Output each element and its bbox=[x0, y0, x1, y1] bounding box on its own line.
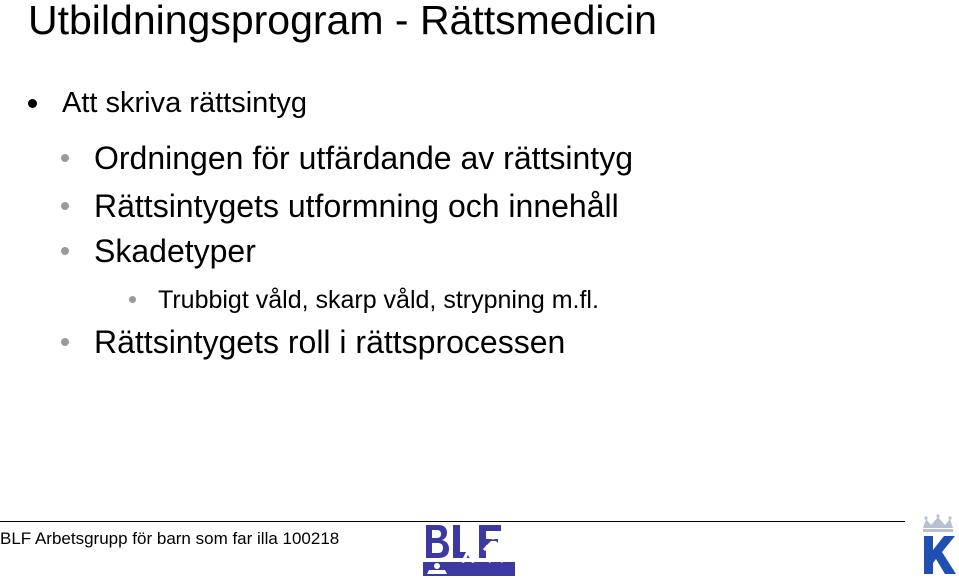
slide-title: Utbildningsprogram - Rättsmedicin bbox=[28, 0, 657, 43]
ki-logo bbox=[918, 514, 958, 576]
bullet-text: Ordningen för utfärdande av rättsintyg bbox=[94, 140, 633, 176]
sub-bullet-item bbox=[94, 232, 256, 270]
bullet-text: Rättsintygets roll i rättsprocessen bbox=[94, 324, 566, 360]
bullet-item bbox=[62, 86, 307, 120]
bullet-text: Trubbigt våld, skarp våld, strypning m.fl. bbox=[158, 286, 599, 314]
footer-text: BLF Arbetsgrupp för barn som far illa 100218 bbox=[0, 529, 340, 548]
bullet-text: Att skriva rättsintyg bbox=[62, 87, 307, 119]
bullet-text: Skadetyper bbox=[94, 233, 256, 269]
bullet-dot-icon bbox=[61, 247, 69, 255]
bullet-dot-icon bbox=[61, 202, 69, 210]
sub-bullet-item bbox=[94, 323, 565, 361]
sub-bullet-item bbox=[94, 187, 619, 225]
blf-logo bbox=[423, 522, 515, 576]
sub-sub-bullet-item bbox=[158, 285, 599, 315]
bullet-dot-icon bbox=[61, 154, 69, 162]
bullet-dot-icon bbox=[61, 338, 69, 346]
bullet-dot-icon bbox=[129, 296, 136, 303]
bullet-text: Rättsintygets utformning och innehåll bbox=[94, 188, 619, 224]
sub-bullet-item bbox=[94, 139, 633, 177]
bullet-dot-icon bbox=[28, 99, 37, 108]
